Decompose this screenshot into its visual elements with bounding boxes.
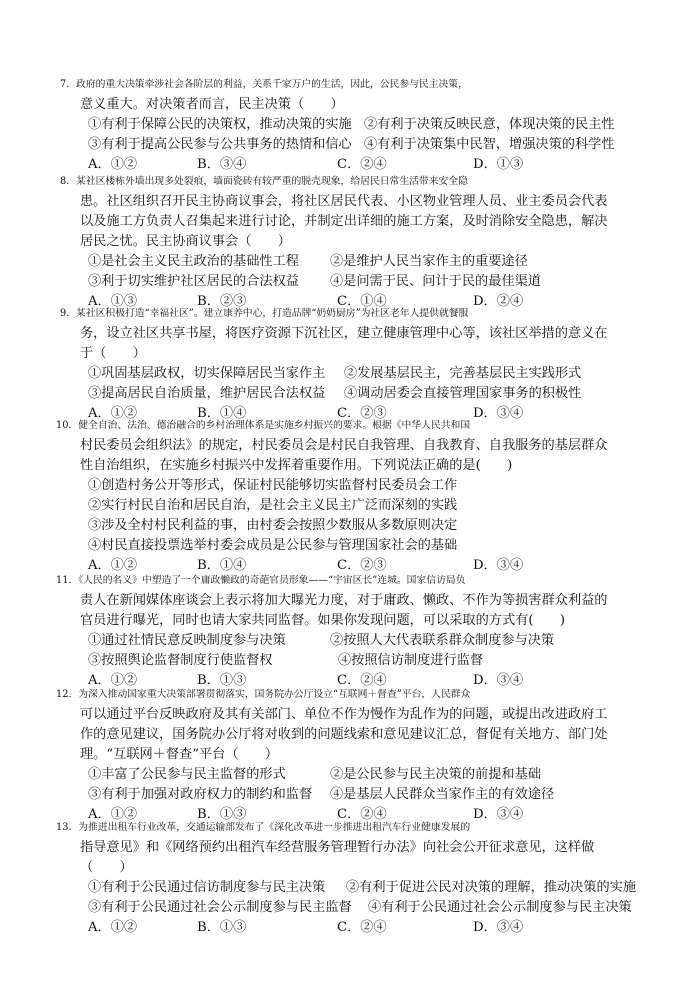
option-b[interactable]: B．①③	[197, 807, 247, 822]
option-d[interactable]: D．①③	[473, 157, 524, 172]
choice-statement-row: ③有利于加强对政府权力的制约和监督 ④是基层人民群众当家作主的有效途径	[88, 787, 555, 802]
question-stem: 官员进行曝光，同时也请大家共同监督。如果你发现问题，可以采取的方式有( )	[80, 613, 566, 628]
option-d[interactable]: D．③④	[473, 920, 524, 935]
option-b[interactable]: B．③④	[197, 157, 247, 172]
question-12	[56, 685, 660, 825]
question-stem: 意义重大。对决策者而言，民主决策（ ）	[80, 97, 344, 112]
option-c[interactable]: C．②③	[337, 558, 387, 573]
option-d[interactable]: D．③④	[473, 807, 524, 822]
question-stem: 于（ ）	[80, 346, 146, 361]
question-stem: 11．《人民的名义》中塑造了一个庸政懒政的奇葩官员形象——“宇宙区长”连城。国家信访局负	[56, 575, 466, 586]
option-b[interactable]: B．①④	[197, 406, 247, 421]
option-a[interactable]: A．①②	[88, 807, 138, 822]
question-10	[56, 416, 660, 576]
choice-statement-row: ①通过社情民意反映制度参与决策 ②按照人大代表联系群众制度参与决策	[88, 633, 555, 648]
choice-statement-row: ④村民直接投票选举村委会成员是公民参与管理国家社会的基础	[88, 538, 458, 553]
option-c[interactable]: C．②④	[337, 157, 387, 172]
question-stem: 责人在新闻媒体座谈会上表示将加大曝光力度，对于庸政、懒政、不作为等损害群众利益的	[80, 593, 608, 608]
question-number: 7．	[60, 79, 77, 90]
choice-statement-row: ③提高居民自治质量，维护居民合法权益 ④调动居委会直接管理国家事务的积极性	[88, 386, 582, 401]
answer-options	[80, 918, 660, 938]
question-7	[60, 75, 660, 175]
option-a[interactable]: A．①②	[88, 558, 138, 573]
option-c[interactable]: C．②④	[337, 920, 387, 935]
question-stem: 村民委员会组织法》的规定，村民委员会是村民自我管理、自我教育、自我服务的基层群众	[80, 438, 608, 453]
question-8	[60, 172, 660, 312]
option-a[interactable]: A．①②	[88, 920, 138, 935]
choice-statement-row: ②实行村民自治和居民自治，是社会主义民主广泛而深刻的实践	[88, 498, 458, 513]
choice-statement-row: ①有利于公民通过信访制度参与民主决策 ②有利于促进公民对决策的理解，推动决策的实施	[88, 880, 637, 895]
option-d[interactable]: D．②④	[473, 294, 524, 309]
question-stem: 作的意见建议，国务院办公厅将对收到的问题线索和意见建议汇总，督促有关地方、部门处	[80, 727, 608, 742]
question-stem: 12．为深入推动国家重大决策部署贯彻落实，国务院办公厅设立“互联网＋督查”平台，人民群众	[56, 689, 471, 700]
question-number: 11．	[56, 575, 79, 586]
question-number: 9．	[60, 308, 77, 319]
choice-statement-row: ①有利于保障公民的决策权，推动决策的实施 ②有利于决策反映民意，体现决策的民主性	[88, 117, 615, 132]
option-d[interactable]: D．③④	[473, 406, 524, 421]
option-d[interactable]: D．③④	[473, 558, 524, 573]
choice-statement-row: ①丰富了公民参与民主监督的形式 ②是公民参与民主决策的前提和基础	[88, 767, 541, 782]
question-stem: 可以通过平台反映政府及其有关部门、单位不作为慢作为乱作为的问题，或提出改进政府工	[80, 707, 608, 722]
question-stem: 患。社区组织召开民主协商议事会，将社区居民代表、小区物业管理人员、业主委员会代表	[80, 194, 608, 209]
option-b[interactable]: B．①④	[197, 558, 247, 573]
choice-statement-row: ③涉及全村村民利益的事，由村委会按照少数服从多数原则决定	[88, 518, 458, 533]
question-number: 13．	[56, 822, 79, 833]
question-stem: 务，设立社区共享书屋，将医疗资源下沉社区，建立健康管理中心等，该社区举措的意义在	[80, 326, 608, 341]
option-b[interactable]: B．②③	[197, 294, 247, 309]
option-b[interactable]: B．①③	[197, 920, 247, 935]
question-number: 10．	[56, 420, 79, 431]
option-b[interactable]: B．①③	[197, 673, 247, 688]
choice-statement-row: ③利于切实维护社区居民的合法权益 ④是问需于民、问计于民的最佳渠道	[88, 274, 541, 289]
question-stem: 7．政府的重大决策牵涉社会各阶层的利益，关系千家万户的生活，因此，公民参与民主决策，	[60, 79, 468, 90]
question-stem: 居民之忧。民主协商议事会（ ）	[80, 234, 291, 249]
question-stem: 性自治组织，在实施乡村振兴中发挥着重要作用。下列说法正确的是( )	[80, 458, 513, 473]
question-11	[56, 571, 660, 691]
option-a[interactable]: A．①②	[88, 157, 138, 172]
option-a[interactable]: A．①③	[88, 294, 138, 309]
question-9	[60, 304, 660, 424]
question-stem: 8．某社区楼栋外墙出现多处裂痕，墙面瓷砖有较严重的脱壳现象，给居民日常生活带来安全隐	[60, 176, 468, 187]
option-a[interactable]: A．①②	[88, 673, 138, 688]
question-stem: （ ）	[80, 860, 133, 875]
question-13	[56, 818, 660, 938]
question-stem: 指导意见》和《网络预约出租汽车经营服务管理暂行办法》向社会公开征求意见，这样做	[80, 840, 595, 855]
question-stem: 10．健全自治、法治、德治融合的乡村治理体系是实施乡村振兴的要求。根据《中华人民共和国	[56, 420, 471, 431]
choice-statement-row: ③按照舆论监督制度行使监督权 ④按照信访制度进行监督	[88, 653, 484, 668]
option-c[interactable]: C．①④	[337, 294, 387, 309]
choice-statement-row: ③有利于公民通过社会公示制度参与民主监督 ④有利于公民通过社会公示制度参与民主决策	[88, 900, 632, 915]
option-c[interactable]: C．②④	[337, 673, 387, 688]
option-c[interactable]: C．②④	[337, 807, 387, 822]
option-a[interactable]: A．①②	[88, 406, 138, 421]
choice-statement-row: ③有利于提高公民参与公共事务的热情和信心 ④有利于决策集中民智，增强决策的科学性	[88, 137, 615, 152]
option-d[interactable]: D．③④	[473, 673, 524, 688]
question-stem: 9．某社区积极打造“幸福社区”。建立康养中心，打造品牌“奶奶厨房”为社区老年人提供就餐服	[60, 308, 469, 319]
choice-statement-row: ①巩固基层政权，切实保障居民当家作主 ②发展基层民主，完善基层民主实践形式	[88, 366, 582, 381]
question-stem: 以及施工方负责人召集起来进行讨论，并制定出详细的施工方案，及时消除安全隐患，解决	[80, 214, 608, 229]
question-number: 8．	[60, 176, 77, 187]
option-c[interactable]: C．②③	[337, 406, 387, 421]
question-stem: 理。“互联网＋督查”平台（ ）	[80, 747, 279, 762]
question-number: 12．	[56, 689, 79, 700]
choice-statement-row: ①创造村务公开等形式，保证村民能够切实监督村民委员会工作	[88, 478, 458, 493]
choice-statement-row: ①是社会主义民主政治的基础性工程 ②是维护人民当家作主的重要途径	[88, 254, 528, 269]
question-stem: 13．为推进出租车行业改革，交通运输部发布了《深化改革进一步推进出租汽车行业健康发展的	[56, 822, 471, 833]
